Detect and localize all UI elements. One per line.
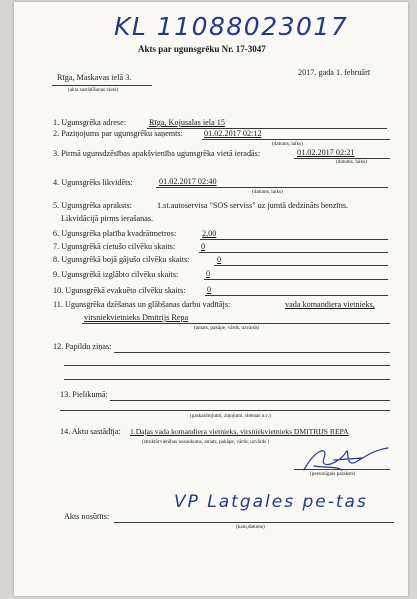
document-page	[14, 2, 408, 596]
item-2-line	[202, 139, 390, 140]
item-6-label: 6. Ugunsgrēka platība kvadrātmetros:	[53, 229, 177, 238]
item-7-line	[199, 252, 388, 253]
item-14-value: 1.Daļas vada komandiera vietnieks, virsniekvietnieks DMITRIJS REPA	[130, 427, 349, 436]
item-4-line	[156, 187, 388, 188]
item-8-line	[214, 265, 388, 266]
item-14-caption: (struktūrvienības nosaukums, amats, pakāpe, vārds, uzvārds )	[142, 439, 270, 445]
item-7-value: 0	[201, 242, 206, 251]
item-5-line-2: Likvidācijā pirms ierašanas.	[61, 214, 154, 223]
item-10-value: 0	[207, 285, 212, 294]
signature-caption: (personīgais paraksts)	[310, 471, 356, 477]
received-handwriting: VP Latgales pe-tas	[174, 492, 368, 512]
place-text: Rīga, Maskavas ielā 3.	[57, 73, 132, 82]
item-4-value: 01.02.2017 02:40	[159, 177, 217, 186]
item-11-value-1: vada komandiera vietnieks,	[285, 300, 375, 309]
document-title: Akts par ugunsgrēku Nr. 17-3047	[138, 44, 266, 54]
item-12-label: 12. Papildu ziņas:	[53, 342, 112, 351]
item-10-label: 10. Ugunsgrēkā evakuēto cilvēku skaits:	[53, 286, 186, 295]
received-line	[114, 522, 394, 523]
item-3-value: 01.02.2017 02:21	[297, 148, 355, 157]
item-9-label: 9. Ugunsgrēkā izglābto cilvēku skaits:	[53, 270, 179, 279]
item-9-line	[204, 279, 388, 280]
item-12-line-2	[64, 365, 390, 366]
item-5-line-1: 1.st.autoservisa "SOS serviss" uz jumtā dedzināts benzīns.	[157, 201, 349, 210]
item-8-label: 8. Ugunsgrēkā bojā gājušo cilvēku skaits:	[53, 255, 190, 264]
item-7-label: 7. Ugunsgrēkā cietušo cilvēku skaits:	[53, 242, 176, 251]
item-4-caption: (datums, laiks)	[252, 189, 283, 195]
item-2-caption: (datums, laiks)	[272, 141, 303, 147]
received-label: Akts nosūtīts:	[64, 512, 110, 521]
item-2-label: 2. Paziņojums par ugunsgrēku saņemts:	[53, 129, 183, 138]
item-3-caption: (datums, laiks)	[336, 159, 367, 165]
item-13-label: 13. Pielikumā:	[60, 390, 108, 399]
received-caption: (kam,datums)	[236, 524, 265, 530]
handwritten-case-number: KL 11088023017	[114, 12, 349, 41]
item-3-label: 3. Pirmā ugunsdzēsības apakšvienība ugunsgrēka vietā ieradās:	[53, 149, 261, 158]
item-8-value: 0	[217, 255, 222, 264]
item-13-line-2	[60, 410, 390, 411]
signature-line	[294, 469, 390, 470]
item-12-line-3	[64, 379, 390, 380]
item-11-label: 11. Ugunsgrēka dzēšanas un glābšanas darbu vadītājs:	[53, 300, 231, 309]
item-13-line-1	[110, 400, 390, 401]
item-1-line	[147, 128, 387, 129]
item-12-line-1	[114, 352, 390, 353]
item-2-value: 01.02.2017 02:12	[204, 129, 262, 138]
item-11-line	[82, 323, 390, 324]
place-line	[52, 85, 152, 86]
place-caption: (akta sastādīšanas vieta)	[68, 87, 119, 93]
item-1-value: Rīga, Kojusalas iela 15	[149, 118, 225, 127]
item-13-caption: (paskaidrojumi, ziņojumi, shēmas u.c.)	[190, 413, 271, 419]
item-11-caption: (amats, pakāpe, vārds, uzvārds)	[194, 325, 260, 331]
date-text: 2017. gada 1. februārī	[298, 68, 371, 77]
item-9-value: 0	[206, 269, 211, 278]
item-1-label: 1. Ugunsgrēka adrese:	[53, 118, 126, 127]
item-10-line	[205, 295, 388, 296]
item-11-value-2: virsniekvietnieks Dmitrijs Repa	[84, 313, 189, 322]
item-4-label: 4. Ugunsgrēks likvidēts:	[53, 178, 133, 187]
item-6-line	[200, 239, 388, 240]
item-5-label: 5. Ugunsgrēka apraksts:	[53, 201, 132, 210]
item-14-label: 14. Aktu sastādīja:	[60, 427, 121, 436]
item-6-value: 2,00	[202, 229, 217, 238]
